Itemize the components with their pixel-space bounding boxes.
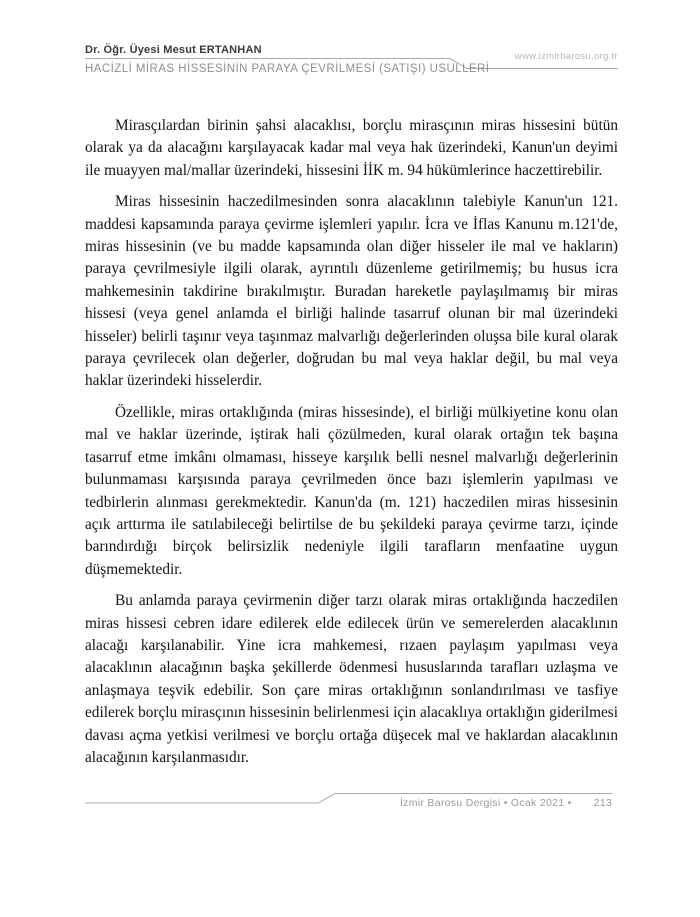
paragraph-1: Mirasçılardan birinin şahsi alacaklısı, borçlu mirasçının miras hissesini bütün olarak ya da alacağını karşılayacak kadar mal veya hak üzerindeki, Kanun'un deyimi ile muayyen mal/mallar üzerindeki, hissesini İİK m. 94 hükümlerince haczettirebilir.	[85, 117, 618, 179]
website-url: www.izmirbarosu.org.tr	[514, 51, 618, 62]
paragraph-4: Bu anlamda paraya çevirmenin diğer tarzı olarak miras ortaklığında haczedilen miras hissesi cebren idare edilerek elde edilecek ürün ve semerelerden alacaklının alacağı karşılanabilir. Yine icra mahkemesi, rızaen paylaşım yapılması veya alacaklının alacağının başka şekillerde ödenmesi hususlarında tarafları uzlaşma ve anlaşmaya teşvik edebilir. Son çare miras ortaklığının sonlandırılması ve tasfiye edilerek borçlu mirasçının hissesinin belirlenmesi için alacaklıya ortaklığın giderilmesi davası açma yetkisi verilmesi ve borçlu ortağa düşecek mal ve haklardan alacaklının alacağının karşılanmasıdır.	[85, 592, 618, 766]
article-body	[85, 115, 618, 778]
article-title: HACİZLİ MİRAS HİSSESİNİN PARAYA ÇEVRİLMESİ (SATIŞI) USULLERİ	[85, 63, 490, 75]
paragraph-3: Özellikle, miras ortaklığında (miras hissesinde), el birliği mülkiyetine konu olan mal ve haklar üzerinde, iştirak hali çözülmeden, kural olarak ortağın tek başına tasarruf etme imkânı olmaması, hisseye karşılık belli nesnel malvarlığı değerlerinin bulunmaması karşısında paraya çevrilmeden önce bazı işlemlerin yapılması ve tedbirlerin alınması gerekmektedir. Kanun'da (m. 121) haczedilen miras hissesinin açık arttırma ile satılabileceği belirtilse de bu şekildeki paraya çevirme tarzı, içinde barındırdığı birçok belirsizlik nedeniyle ilgili tarafların menfaatine uygun düşmemektedir.	[85, 403, 618, 578]
author-name: Dr. Öğr. Üyesi Mesut ERTANHAN	[85, 44, 262, 56]
paragraph-2: Miras hissesinin haczedilmesinden sonra alacaklının talebiyle Kanun'un 121. maddesi kapsamında paraya çevirme işlemleri yapılır. İcra ve İflas Kanunu m.121'de, miras hissesinin (ve bu madde kapsamında olan diğer hisseler ile mal ve hakların) paraya çevrilmesiyle ilgili olarak, ayrıntılı düzenleme getirilmemiş; bu husus icra mahkemesinin takdirine bırakılmıştır. Buradan hareketle paylaşılmamış bir miras hissesi (veya genel anlamda el birliği halinde tasarruf olunan bir mal üzerindeki hisseler) belirli taşınır veya taşınmaz malvarlığı değerlerinden oluşsa bile kural olarak paraya çevrilecek olan değerler, doğrudan bu mal veya haklar değil, bu mal veya haklar üzerindeki hisselerdir.	[85, 193, 618, 390]
page-number: 213	[593, 797, 612, 809]
page-footer	[85, 797, 612, 809]
journal-name: İzmir Barosu Dergisi • Ocak 2021 •	[399, 797, 572, 809]
